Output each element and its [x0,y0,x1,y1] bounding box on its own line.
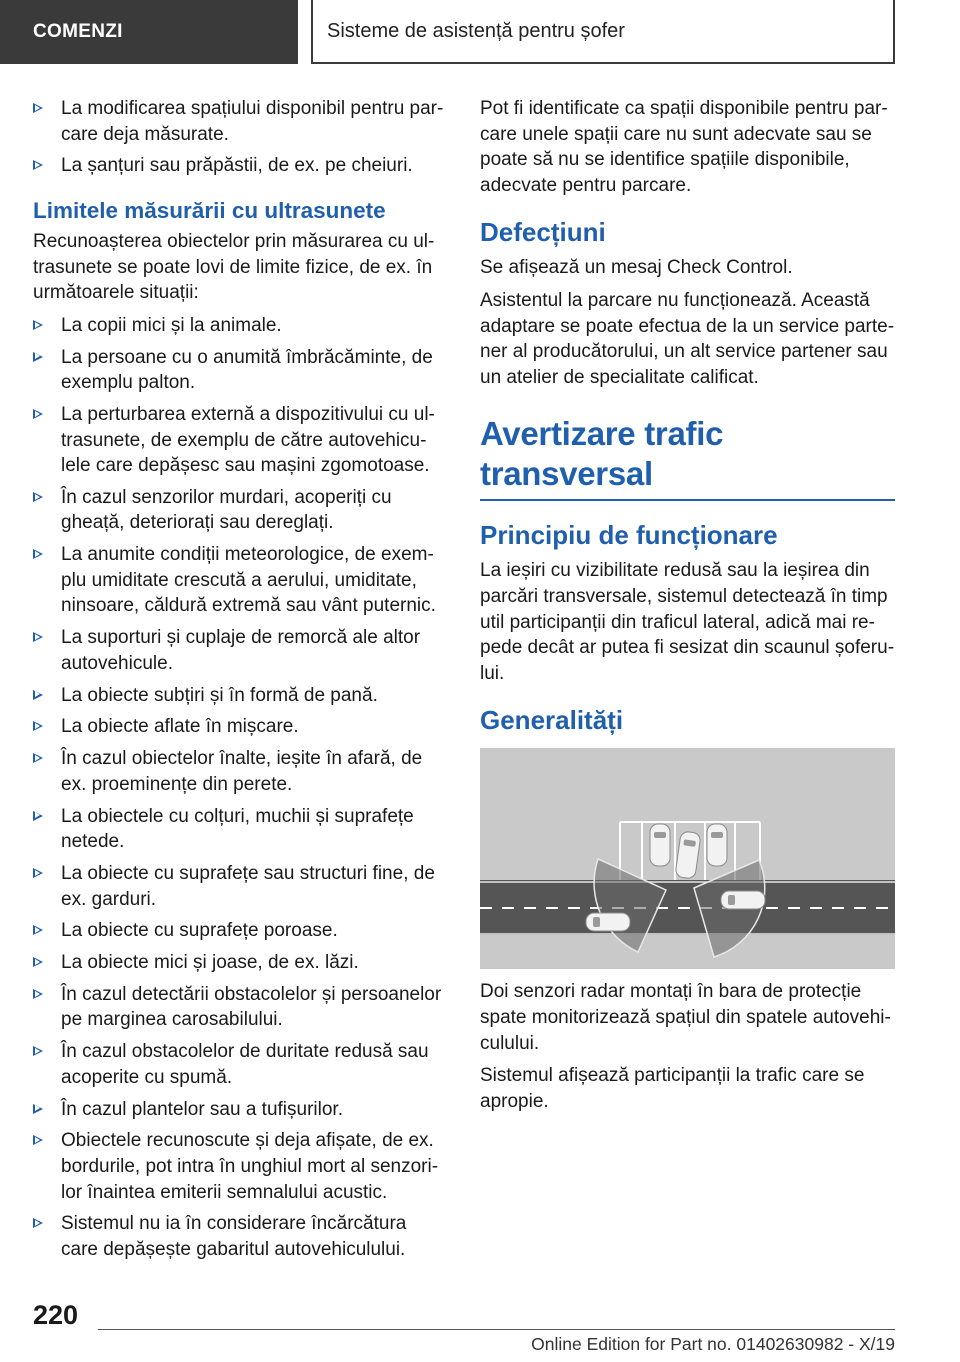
list-item: La suporturi și cuplaje de remorcă ale altor autovehicule. [33,625,446,676]
triangle-bullet-icon [33,1218,43,1228]
triangle-bullet-icon [33,352,43,362]
footer-divider [98,1329,895,1330]
list-item: La anumite condiții meteorologice, de exem-plu umiditate crescută a aerului, umiditate, ninsoare, căldură extremă sau vânt puternic. [33,542,446,619]
list-item: La obiectele cu colțuri, muchii și suprafețe netede. [33,804,446,855]
list-item: Sistemul nu ia în considerare încărcătura care depășește gabaritul autovehiculului. [33,1211,446,1262]
list-item: La obiecte subțiri și în formă de pană. [33,683,446,709]
triangle-bullet-icon [33,989,43,999]
list-item: În cazul plantelor sau a tufișurilor. [33,1097,446,1123]
triangle-bullet-icon [33,549,43,559]
list-item: La obiecte mici și joase, de ex. lăzi. [33,950,446,976]
limits-list [33,313,446,1263]
general-heading: Generalități [480,705,624,736]
faults-heading: Defecțiuni [480,217,606,248]
limits-heading: Limitele măsurării cu ultrasunete [33,197,386,223]
faults-paragraph-2: Asistentul la parcare nu funcționează. Această adaptare se poate efectua de la un service parte-ner al producătorului, un alt service partener sau un atelier de specialitate calificat. [480,289,895,388]
triangle-bullet-icon [33,409,43,419]
list-item: În cazul detectării obstacolelor și persoanelor pe marginea carosabilului. [33,982,446,1033]
list-item: În cazul obstacolelor de duritate redusă sau acoperite cu spumă. [33,1039,446,1090]
list-item: Obiectele recunoscute și deja afișate, de ex. bordurile, pot intra în unghiul mort al senzori-lor înaintea emiterii semnalului acustic. [33,1128,446,1205]
triangle-bullet-icon [33,160,43,170]
chapter-title-bar: Sisteme de asistență pentru șofer [311,0,895,64]
list-item: La perturbarea externă a dispozitivului cu ul-trasunete, de exemplu de către autovehicu-lele care depășesc sau mașini zgomotoase. [33,402,446,479]
list-item: La copii mici și la animale. [33,313,446,339]
triangle-bullet-icon [33,320,43,330]
principle-paragraph: La ieșiri cu vizibilitate redusă sau la ieșirea din parcări transversale, sistemul detectează în timp util participanții din traficul lateral, adică mai re-pede decât ar putea fi sesizat din scaunul șoferu-lui. [480,560,895,684]
principle-heading: Principiu de funcționare [480,520,778,551]
general-paragraph-2: Sistemul afișează participanții la trafic care se apropie. [480,1065,865,1112]
list-item: În cazul senzorilor murdari, acoperiți cu gheață, deteriorați sau dereglați. [33,485,446,536]
triangle-bullet-icon [33,1135,43,1145]
limits-intro: Recunoașterea obiectelor prin măsurarea cu ul-trasunete se poate lovi de limite fizice, de ex. în următoarele situații: [33,230,435,304]
triangle-bullet-icon [33,868,43,878]
triangle-bullet-icon [33,690,43,700]
triangle-bullet-icon [33,811,43,821]
cross-traffic-illustration [480,748,895,969]
intro-list [33,96,446,179]
chapter-heading: Avertizare trafic transversal [480,414,895,501]
list-item: La obiecte cu suprafețe poroase. [33,918,446,944]
triangle-bullet-icon [33,1104,43,1114]
section-tab: COMENZI [0,0,298,64]
list-item: La obiecte aflate în mișcare. [33,714,446,740]
page-number: 220 [33,1300,79,1330]
triangle-bullet-icon [33,925,43,935]
triangle-bullet-icon [33,753,43,763]
triangle-bullet-icon [33,1046,43,1056]
continued-paragraph: Pot fi identificate ca spații disponibile pentru par-care unele spații care nu sunt adecvate sau se poate să nu se identifice spațiile disponibile, adecvate pentru parcare. [480,98,888,196]
left-column [33,96,446,1269]
triangle-bullet-icon [33,721,43,731]
triangle-bullet-icon [33,103,43,113]
list-item: În cazul obiectelor înalte, ieșite în afară, de ex. proeminențe din perete. [33,746,446,797]
triangle-bullet-icon [33,957,43,967]
faults-paragraph-1: Se afișează un mesaj Check Control. [480,257,793,279]
right-column [480,96,895,1121]
general-paragraph-1: Doi senzori radar montați în bara de protecție spate monitorizează spațiul din spatele autovehi-culului. [480,981,891,1054]
list-item: La persoane cu o anumită îmbrăcăminte, de exemplu palton. [33,345,446,396]
page-header [0,0,960,66]
list-item: La modificarea spațiului disponibil pentru par-care deja măsurate. [33,96,446,147]
list-item: La obiecte cu suprafețe sau structuri fine, de ex. garduri. [33,861,446,912]
triangle-bullet-icon [33,632,43,642]
footer-edition: Online Edition for Part no. 01402630982 - X/19 [531,1334,895,1354]
list-item: La șanțuri sau prăpăstii, de ex. pe cheiuri. [33,153,446,179]
triangle-bullet-icon [33,492,43,502]
